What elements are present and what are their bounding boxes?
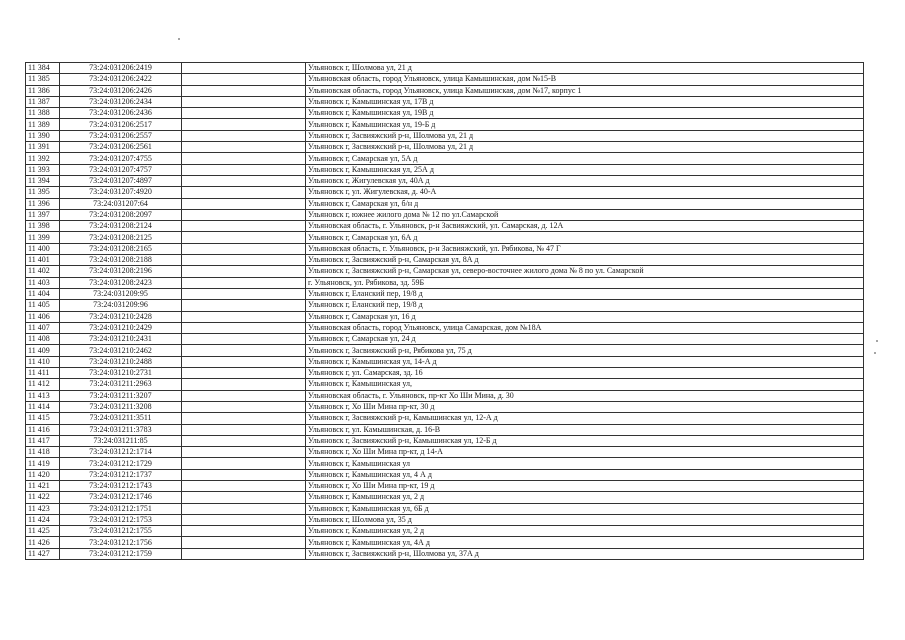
address-cell: Ульяновск г, Засвияжский р-н, Камышинская ул, 12-Б д [306,435,864,446]
address-cell: Ульяновск г, Камышинская ул, 19В д [306,108,864,119]
empty-cell [182,142,306,153]
empty-cell [182,74,306,85]
address-cell: Ульяновск г, Засвияжский р-н, Самарская ул, 8А д [306,255,864,266]
row-number-cell: 11 393 [26,164,60,175]
address-cell: Ульяновск г, Засвияжский р-н, Камышинская ул, 12-А д [306,413,864,424]
cadastral-number-cell: 73:24:031206:2434 [60,96,182,107]
table-row [26,548,864,559]
row-number-cell: 11 400 [26,243,60,254]
cadastral-number-cell: 73:24:031210:2462 [60,345,182,356]
row-number-cell: 11 387 [26,96,60,107]
cadastral-number-cell: 73:24:031206:2426 [60,85,182,96]
row-number-cell: 11 418 [26,447,60,458]
cadastral-number-cell: 73:24:031212:1737 [60,469,182,480]
cadastral-number-cell: 73:24:031206:2561 [60,142,182,153]
row-number-cell: 11 408 [26,334,60,345]
empty-cell [182,526,306,537]
address-cell: Ульяновск г, Шолмова ул, 21 д [306,63,864,74]
empty-cell [182,277,306,288]
table-row [26,175,864,186]
cadastral-number-cell: 73:24:031207:4757 [60,164,182,175]
empty-cell [182,390,306,401]
row-number-cell: 11 404 [26,288,60,299]
row-number-cell: 11 388 [26,108,60,119]
cadastral-number-cell: 73:24:031212:1729 [60,458,182,469]
address-cell: Ульяновская область, г. Ульяновск, р-н Засвияжский, ул. Рябикова, № 47 Г [306,243,864,254]
table-row [26,198,864,209]
address-cell: Ульяновск г, Засвияжский р-н, Самарская ул, северо-восточнее жилого дома № 8 по ул. Самарской [306,266,864,277]
table-row [26,300,864,311]
table-row [26,311,864,322]
row-number-cell: 11 385 [26,74,60,85]
row-number-cell: 11 386 [26,85,60,96]
address-cell: Ульяновск г, Самарская ул, 5А д [306,153,864,164]
scan-speck [178,38,180,40]
row-number-cell: 11 403 [26,277,60,288]
empty-cell [182,537,306,548]
row-number-cell: 11 425 [26,526,60,537]
empty-cell [182,153,306,164]
row-number-cell: 11 427 [26,548,60,559]
table-row [26,469,864,480]
table-row [26,413,864,424]
empty-cell [182,480,306,491]
cadastral-number-cell: 73:24:031210:2429 [60,322,182,333]
row-number-cell: 11 415 [26,413,60,424]
cadastral-number-cell: 73:24:031210:2488 [60,356,182,367]
empty-cell [182,288,306,299]
table-row [26,63,864,74]
address-cell: Ульяновск г, Хо Ши Мина пр-кт, 30 д [306,401,864,412]
row-number-cell: 11 398 [26,221,60,232]
empty-cell [182,243,306,254]
table-row [26,537,864,548]
cadastral-number-cell: 73:24:031211:3208 [60,401,182,412]
table-row [26,390,864,401]
cadastral-number-cell: 73:24:031212:1755 [60,526,182,537]
table-row [26,356,864,367]
cadastral-number-cell: 73:24:031206:2557 [60,130,182,141]
row-number-cell: 11 413 [26,390,60,401]
cadastral-number-cell: 73:24:031212:1743 [60,480,182,491]
address-cell: г. Ульяновск, ул. Рябикова, зд. 59Б [306,277,864,288]
table-row [26,119,864,130]
address-cell: Ульяновск г, ул. Самарская, зд. 16 [306,368,864,379]
empty-cell [182,322,306,333]
empty-cell [182,503,306,514]
address-cell: Ульяновск г, Засвияжский р-н, Рябикова ул, 75 д [306,345,864,356]
address-cell: Ульяновск г, Еланский пер, 19/8 д [306,288,864,299]
cadastral-number-cell: 73:24:031208:2196 [60,266,182,277]
table-row [26,322,864,333]
empty-cell [182,85,306,96]
address-cell: Ульяновск г, Камышинская ул, 25А д [306,164,864,175]
address-cell: Ульяновская область, город Ульяновск, улица Камышинская, дом №15-В [306,74,864,85]
table-row [26,424,864,435]
address-cell: Ульяновск г, Самарская ул, 24 д [306,334,864,345]
table-row [26,526,864,537]
address-cell: Ульяновская область, город Ульяновск, улица Самарская, дом №18А [306,322,864,333]
empty-cell [182,334,306,345]
row-number-cell: 11 396 [26,198,60,209]
row-number-cell: 11 417 [26,435,60,446]
empty-cell [182,232,306,243]
address-cell: Ульяновск г, Самарская ул, 16 д [306,311,864,322]
cadastral-number-cell: 73:24:031211:2963 [60,379,182,390]
row-number-cell: 11 392 [26,153,60,164]
address-cell: Ульяновск г, южнее жилого дома № 12 по ул.Самарской [306,209,864,220]
row-number-cell: 11 402 [26,266,60,277]
table-row [26,277,864,288]
cadastral-number-cell: 73:24:031211:3207 [60,390,182,401]
empty-cell [182,96,306,107]
table-row [26,514,864,525]
address-cell: Ульяновск г, Камышинская ул, 2 д [306,492,864,503]
address-cell: Ульяновск г, Камышинская ул, 6Б д [306,503,864,514]
empty-cell [182,458,306,469]
cadastral-number-cell: 73:24:031209:96 [60,300,182,311]
empty-cell [182,266,306,277]
empty-cell [182,300,306,311]
cadastral-number-cell: 73:24:031211:85 [60,435,182,446]
scan-speck [876,340,878,342]
registry-table-body [26,63,864,560]
row-number-cell: 11 397 [26,209,60,220]
cadastral-number-cell: 73:24:031207:4755 [60,153,182,164]
row-number-cell: 11 405 [26,300,60,311]
table-row [26,435,864,446]
empty-cell [182,379,306,390]
address-cell: Ульяновск г, Хо Ши Мина пр-кт, д 14-А [306,447,864,458]
empty-cell [182,368,306,379]
row-number-cell: 11 422 [26,492,60,503]
table-row [26,85,864,96]
table-row [26,209,864,220]
row-number-cell: 11 409 [26,345,60,356]
row-number-cell: 11 420 [26,469,60,480]
cadastral-number-cell: 73:24:031206:2517 [60,119,182,130]
table-row [26,74,864,85]
address-cell: Ульяновск г, ул. Камышинская, д. 16-В [306,424,864,435]
address-cell: Ульяновск г, Камышинская ул, 17В д [306,96,864,107]
cadastral-number-cell: 73:24:031207:4920 [60,187,182,198]
cadastral-number-cell: 73:24:031212:1746 [60,492,182,503]
cadastral-number-cell: 73:24:031212:1759 [60,548,182,559]
row-number-cell: 11 424 [26,514,60,525]
empty-cell [182,492,306,503]
row-number-cell: 11 412 [26,379,60,390]
table-row [26,232,864,243]
row-number-cell: 11 419 [26,458,60,469]
table-row [26,447,864,458]
row-number-cell: 11 421 [26,480,60,491]
table-row [26,187,864,198]
cadastral-number-cell: 73:24:031208:2125 [60,232,182,243]
cadastral-number-cell: 73:24:031206:2422 [60,74,182,85]
table-row [26,379,864,390]
cadastral-number-cell: 73:24:031206:2419 [60,63,182,74]
empty-cell [182,424,306,435]
address-cell: Ульяновск г, Шолмова ул, 35 д [306,514,864,525]
table-row [26,130,864,141]
empty-cell [182,345,306,356]
row-number-cell: 11 411 [26,368,60,379]
cadastral-number-cell: 73:24:031212:1751 [60,503,182,514]
empty-cell [182,469,306,480]
empty-cell [182,447,306,458]
empty-cell [182,356,306,367]
address-cell: Ульяновск г, Самарская ул, б/н д [306,198,864,209]
empty-cell [182,209,306,220]
cadastral-number-cell: 73:24:031212:1753 [60,514,182,525]
table-row [26,142,864,153]
address-cell: Ульяновск г, Камышинская ул, 19-Б д [306,119,864,130]
row-number-cell: 11 399 [26,232,60,243]
empty-cell [182,164,306,175]
empty-cell [182,130,306,141]
table-row [26,503,864,514]
cadastral-number-cell: 73:24:031212:1756 [60,537,182,548]
row-number-cell: 11 407 [26,322,60,333]
address-cell: Ульяновская область, г. Ульяновск, пр-кт Хо Ши Мина, д. 30 [306,390,864,401]
cadastral-number-cell: 73:24:031208:2188 [60,255,182,266]
table-row [26,108,864,119]
address-cell: Ульяновск г, Камышинская ул, 4 А д [306,469,864,480]
address-cell: Ульяновск г, Камышинская ул [306,458,864,469]
table-row [26,288,864,299]
table-row [26,492,864,503]
table-row [26,153,864,164]
cadastral-number-cell: 73:24:031210:2731 [60,368,182,379]
empty-cell [182,108,306,119]
empty-cell [182,198,306,209]
cadastral-number-cell: 73:24:031211:3511 [60,413,182,424]
row-number-cell: 11 414 [26,401,60,412]
table-row [26,96,864,107]
cadastral-number-cell: 73:24:031209:95 [60,288,182,299]
empty-cell [182,175,306,186]
cadastral-number-cell: 73:24:031208:2423 [60,277,182,288]
empty-cell [182,63,306,74]
row-number-cell: 11 416 [26,424,60,435]
empty-cell [182,435,306,446]
address-cell: Ульяновск г, Засвияжский р-н, Шолмова ул, 37А д [306,548,864,559]
table-row [26,345,864,356]
table-row [26,401,864,412]
row-number-cell: 11 384 [26,63,60,74]
row-number-cell: 11 406 [26,311,60,322]
empty-cell [182,255,306,266]
address-cell: Ульяновск г, Камышинская ул, 2 д [306,526,864,537]
cadastral-number-cell: 73:24:031212:1714 [60,447,182,458]
cadastral-number-cell: 73:24:031210:2431 [60,334,182,345]
address-cell: Ульяновск г, Хо Ши Мина пр-кт, 19 д [306,480,864,491]
table-row [26,480,864,491]
table-row [26,266,864,277]
table-row [26,255,864,266]
cadastral-number-cell: 73:24:031206:2436 [60,108,182,119]
table-row [26,243,864,254]
empty-cell [182,311,306,322]
table-row [26,458,864,469]
table-row [26,368,864,379]
cadastral-number-cell: 73:24:031207:64 [60,198,182,209]
row-number-cell: 11 410 [26,356,60,367]
cadastral-number-cell: 73:24:031211:3783 [60,424,182,435]
address-cell: Ульяновск г, Камышинская ул, [306,379,864,390]
address-cell: Ульяновская область, город Ульяновск, улица Камышинская, дом №17, корпус 1 [306,85,864,96]
address-cell: Ульяновск г, Камышинская ул, 4А д [306,537,864,548]
address-cell: Ульяновск г, ул. Жигулевская, д. 40-А [306,187,864,198]
registry-table [25,62,864,560]
cadastral-number-cell: 73:24:031210:2428 [60,311,182,322]
empty-cell [182,187,306,198]
table-row [26,221,864,232]
address-cell: Ульяновск г, Засвияжский р-н, Шолмова ул, 21 д [306,142,864,153]
table-row [26,164,864,175]
empty-cell [182,119,306,130]
empty-cell [182,401,306,412]
row-number-cell: 11 390 [26,130,60,141]
cadastral-number-cell: 73:24:031208:2124 [60,221,182,232]
address-cell: Ульяновск г, Засвияжский р-н, Шолмова ул, 21 д [306,130,864,141]
row-number-cell: 11 423 [26,503,60,514]
row-number-cell: 11 401 [26,255,60,266]
scan-speck [874,352,876,354]
address-cell: Ульяновск г, Камышинская ул, 14-А д [306,356,864,367]
empty-cell [182,548,306,559]
row-number-cell: 11 395 [26,187,60,198]
table-row [26,334,864,345]
empty-cell [182,221,306,232]
address-cell: Ульяновская область, г. Ульяновск, р-н Засвияжский, ул. Самарская, д. 12А [306,221,864,232]
cadastral-number-cell: 73:24:031208:2165 [60,243,182,254]
row-number-cell: 11 391 [26,142,60,153]
address-cell: Ульяновск г, Еланский пер, 19/8 д [306,300,864,311]
cadastral-number-cell: 73:24:031207:4897 [60,175,182,186]
row-number-cell: 11 394 [26,175,60,186]
address-cell: Ульяновск г, Самарская ул, 6А д [306,232,864,243]
empty-cell [182,514,306,525]
empty-cell [182,413,306,424]
row-number-cell: 11 389 [26,119,60,130]
address-cell: Ульяновск г, Жигулевская ул, 40А д [306,175,864,186]
cadastral-number-cell: 73:24:031208:2097 [60,209,182,220]
row-number-cell: 11 426 [26,537,60,548]
